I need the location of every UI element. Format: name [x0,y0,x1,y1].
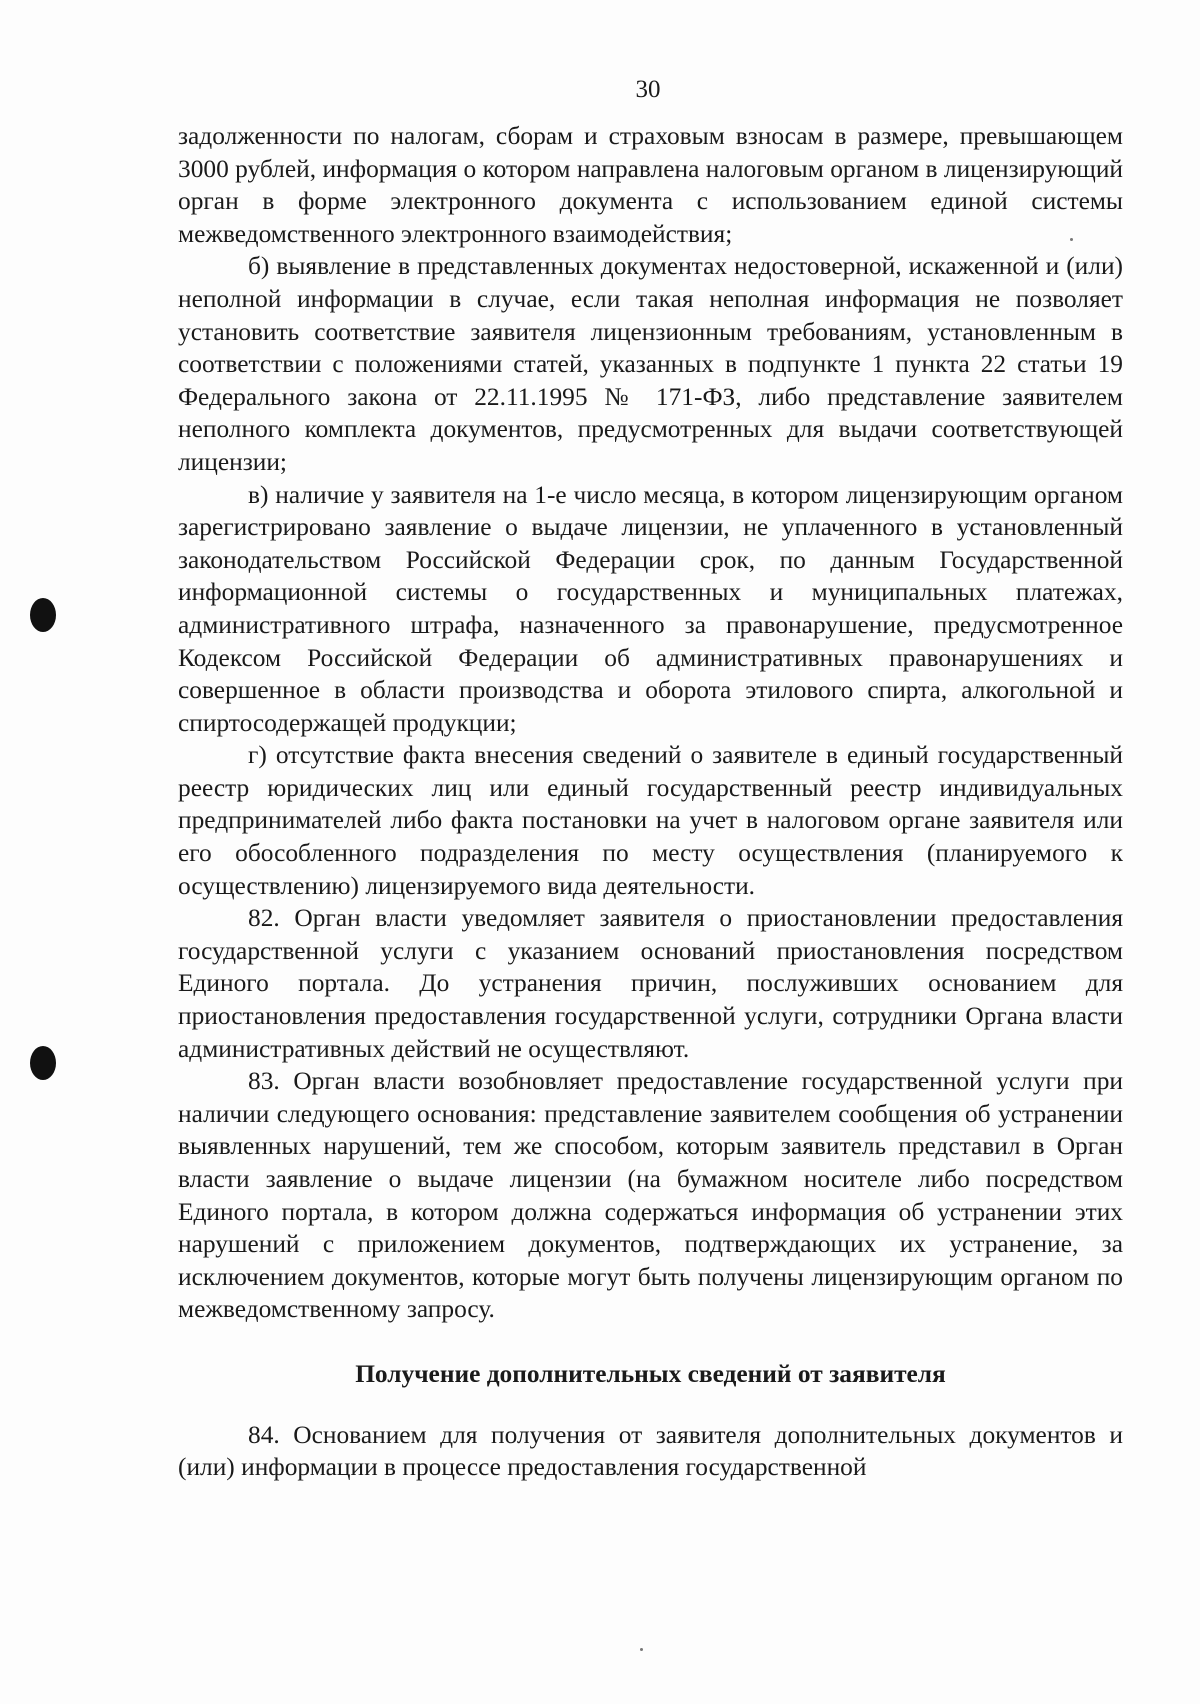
hole-punch-mark [30,598,56,632]
document-body [178,120,1123,1484]
page-number: 30 [635,76,661,103]
paragraph-item-v: в) наличие у заявителя на 1-е число месяца, в котором лицензирующим органом зарегистрировано заявление о выдаче лицензии, не уплаченного в установленный законодательством Российской Федерации срок, по данным Государственной информационной системы о государственных и муниципальных платежах, административного штрафа, назначенного за правонарушение, предусмотренное Кодексом Российской Федерации об административных правонарушениях и совершенное в области производства и оборота этилового спирта, алкогольной и спиртосодержащей продукции; [178,480,1123,737]
scan-speck [640,1648,643,1651]
paragraph-item-g: г) отсутствие факта внесения сведений о заявителе в единый государственный реестр юридических лиц или единый государственный реестр индивидуальных предпринимателей либо факта постановки на учет в налоговом органе заявителя или его обособленного подразделения по месту осуществления (планируемого к осуществлению) лицензируемого вида деятельности. [178,741,1123,900]
paragraph-continuation: задолженности по налогам, сборам и страховым взносам в размере, превышающем 3000 рублей, информация о котором направлена налоговым органом в лицензирующий орган в форме электронного документа с использованием единой системы межведомственного электронного взаимодействия; [178,122,1123,248]
paragraph-84: 84. Основанием для получения от заявителя дополнительных документов и (или) информации в процессе предоставления государственной [178,1420,1123,1482]
paragraph-83: 83. Орган власти возобновляет предоставление государственной услуги при наличии следующего основания: представление заявителем сообщения об устранении выявленных нарушений, тем же способом, которым заявитель представил в Орган власти заявление о выдаче лицензии (на бумажном носителе либо посредством Единого портала, в котором должна содержаться информация об устранении этих нарушений с приложением документов, подтверждающих их устранение, за исключением документов, которые могут быть получены лицензирующим органом по межведомственному запросу. [178,1067,1123,1324]
paragraph-82: 82. Орган власти уведомляет заявителя о приостановлении предоставления государственной услуги с указанием оснований приостановления посредством Единого портала. До устранения причин, послуживших основанием для приостановления предоставления государственной услуги, сотрудники Органа власти административных действий не осуществляют. [178,904,1123,1063]
paragraph-item-b: б) выявление в представленных документах недостоверной, искаженной и (или) неполной информации в случае, если такая неполная информация не позволяет установить соответствие заявителя лицензионным требованиям, установленным в соответствии с положениями статей, указанных в подпункте 1 пункта 22 статьи 19 Федерального закона от 22.11.1995 № 171-ФЗ, либо представление заявителем неполного комплекта документов, предусмотренных для выдачи соответствующей лицензии; [178,252,1123,476]
hole-punch-mark [30,1046,56,1080]
section-heading: Получение дополнительных сведений от заявителя [355,1359,946,1388]
